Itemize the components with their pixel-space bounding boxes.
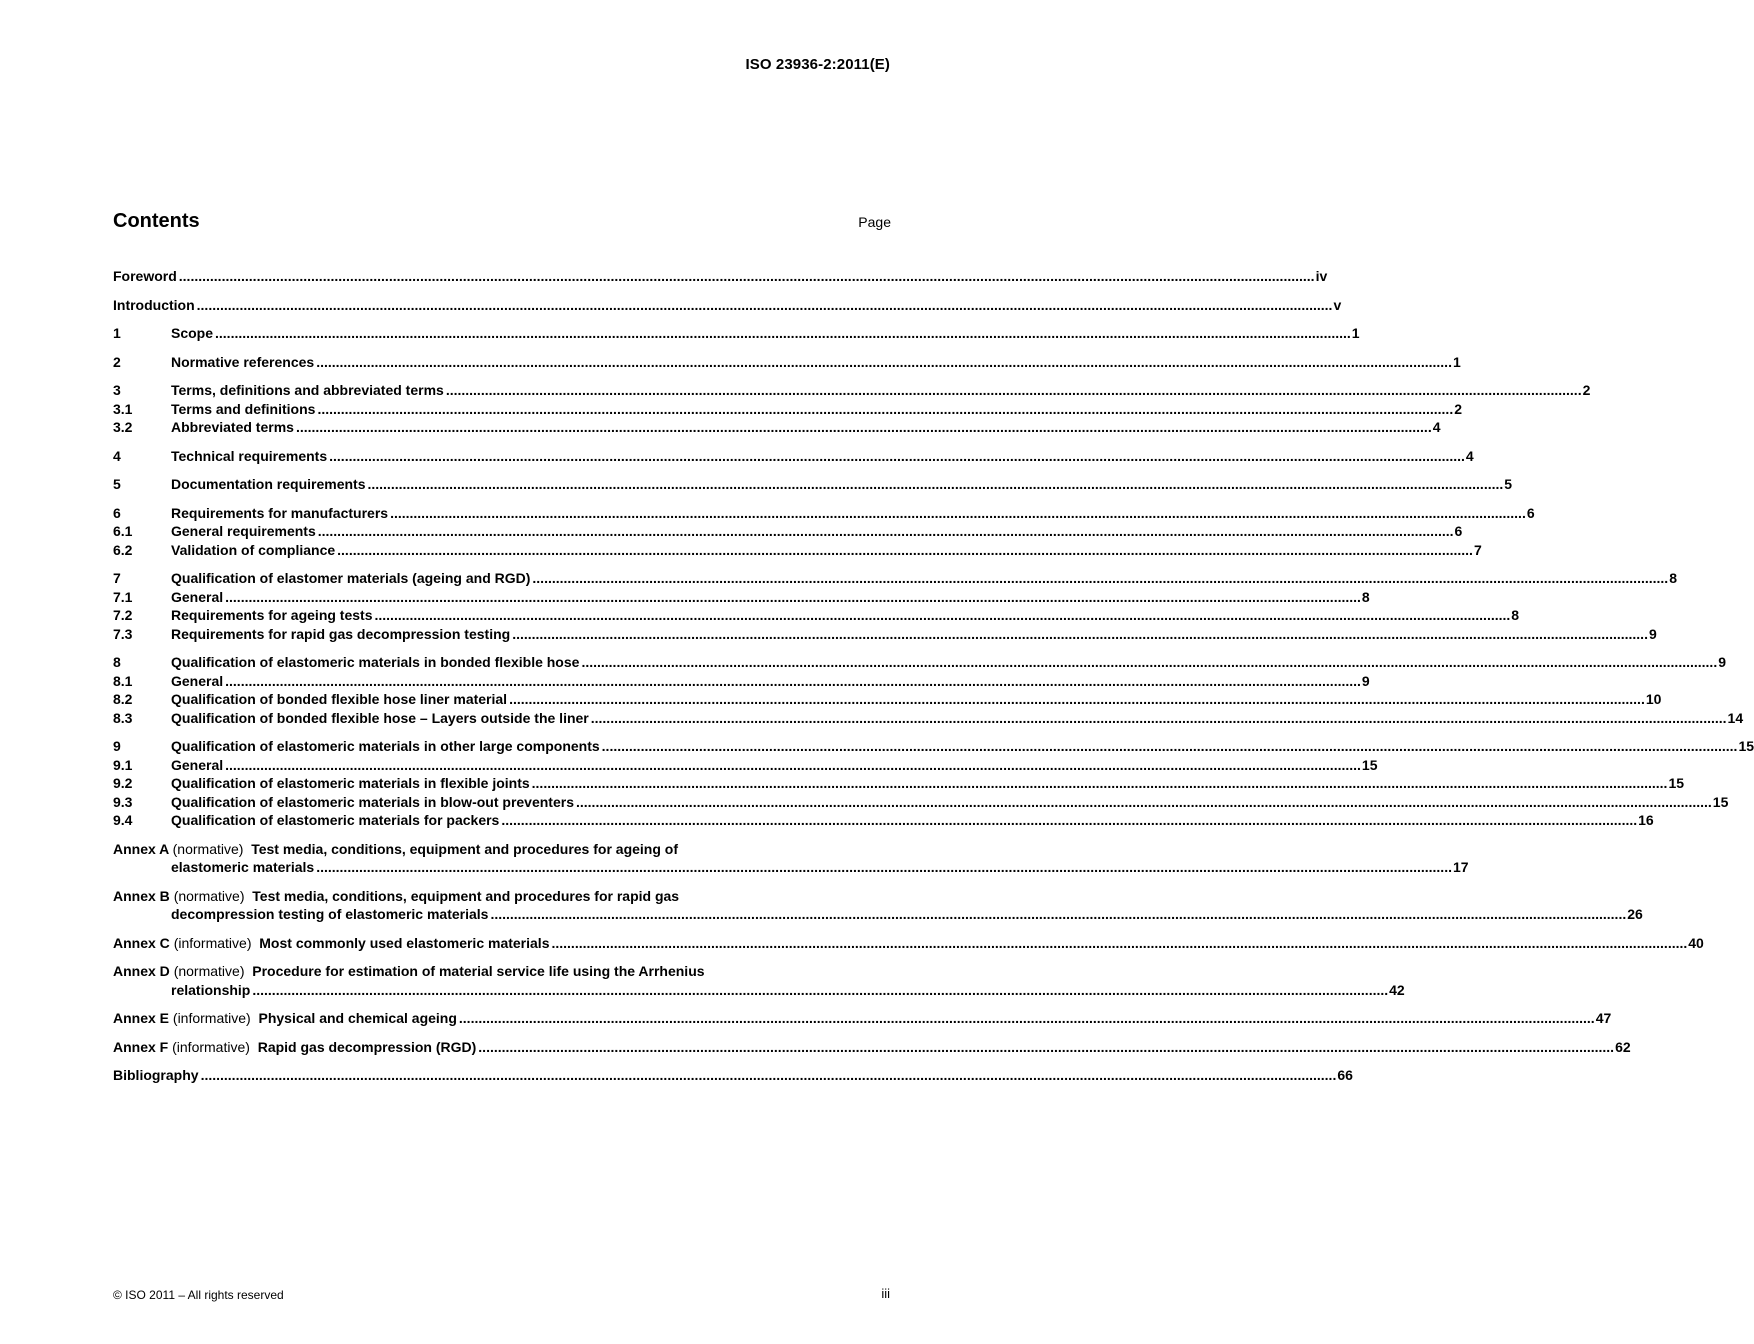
dot-leader	[501, 812, 1637, 828]
toc-entry-6-2[interactable]	[113, 541, 1482, 561]
dot-leader	[337, 542, 1473, 558]
dot-leader	[329, 448, 1465, 464]
toc-entry-page: iv	[1315, 268, 1328, 284]
toc-entry-page: 1	[1452, 353, 1461, 370]
toc-entry-title	[113, 935, 549, 951]
toc-entry-page: 15	[1738, 738, 1754, 754]
toc-entry-page: 26	[1627, 906, 1643, 922]
toc-entry-page: 5	[1504, 476, 1513, 492]
toc-entry-annex-d[interactable]	[113, 963, 1405, 1000]
annex-type: (informative)	[172, 1010, 251, 1026]
dot-leader	[225, 673, 1361, 689]
toc-entry-title: Bibliography	[113, 1067, 199, 1083]
toc-entry-title: Normative references	[171, 353, 315, 370]
toc-entry-title: Technical requirements	[171, 447, 328, 464]
toc-entry-title: Requirements for ageing tests	[171, 607, 373, 623]
dot-leader	[551, 935, 1687, 951]
toc-entry-introduction[interactable]	[113, 296, 1342, 316]
toc-group-4	[113, 447, 1474, 467]
toc-entry-page: 15	[1712, 793, 1729, 810]
annex-type: (normative)	[173, 887, 245, 904]
toc-entry-title: Introduction	[113, 296, 195, 313]
toc-entry-page: 6	[1526, 504, 1535, 521]
toc-group-annex-c	[113, 934, 1704, 954]
toc-entry-9[interactable]	[113, 738, 1754, 757]
table-of-contents	[113, 268, 1754, 1096]
toc-entry-number: 8.1	[113, 672, 133, 689]
toc-entry-number: 3.2	[113, 419, 133, 435]
toc-entry-number: 1	[113, 325, 121, 341]
annex-title-part1: Test media, conditions, equipment and procedures for rapid gas	[252, 887, 680, 904]
dot-leader	[252, 982, 1388, 998]
toc-entry-title: Terms and definitions	[171, 400, 316, 417]
toc-entry-page: 9	[1648, 625, 1657, 642]
toc-entry-title: Terms, definitions and abbreviated terms	[171, 382, 444, 398]
toc-entry-page: 40	[1688, 934, 1704, 951]
dot-leader	[490, 906, 1626, 922]
toc-entry-number: 4	[113, 447, 121, 464]
annex-label: Annex D	[113, 963, 170, 979]
toc-entry-6-1[interactable]	[113, 523, 1463, 542]
toc-entry-8-3[interactable]	[113, 709, 1744, 729]
toc-group-8	[113, 654, 1744, 728]
dot-leader	[581, 654, 1717, 670]
toc-entry-number: 9.4	[113, 812, 133, 828]
toc-entry-page: 4	[1465, 447, 1474, 464]
dot-leader	[446, 382, 1582, 398]
toc-entry-number: 7.2	[113, 607, 133, 623]
toc-entry-6[interactable]	[113, 504, 1535, 524]
toc-entry-page: 2	[1454, 400, 1463, 417]
toc-entry-number: 3	[113, 382, 121, 398]
dot-leader	[576, 794, 1712, 810]
toc-entry-page: 9	[1361, 672, 1370, 689]
toc-entry-number: 8.3	[113, 709, 133, 726]
annex-title: Rapid gas decompression (RGD)	[257, 1038, 477, 1055]
toc-entry-page: v	[1333, 296, 1342, 313]
contents-title: Contents	[113, 210, 200, 232]
annex-type: (normative)	[172, 840, 244, 857]
dot-leader	[512, 626, 1648, 642]
toc-entry-title	[113, 1010, 457, 1026]
page-column-label: Page	[858, 214, 891, 230]
annex-continuation-line	[113, 906, 1643, 925]
toc-entry-7-2[interactable]	[113, 607, 1520, 626]
toc-entry-9-2[interactable]	[113, 775, 1685, 794]
toc-entry-annex-f[interactable]	[113, 1038, 1631, 1058]
toc-entry-page: 8	[1511, 607, 1520, 623]
toc-entry-title: Requirements for manufacturers	[171, 504, 389, 521]
toc-entry-number: 7.3	[113, 625, 133, 642]
toc-entry-number: 7.1	[113, 588, 133, 605]
toc-entry-3-1[interactable]	[113, 400, 1463, 420]
toc-entry-1[interactable]	[113, 325, 1360, 344]
dot-leader	[367, 476, 1503, 492]
toc-entry-number: 6.2	[113, 541, 133, 558]
annex-title-part2: elastomeric materials	[171, 859, 315, 875]
dot-leader	[532, 775, 1668, 791]
toc-entry-page: 8	[1361, 588, 1370, 605]
toc-entry-8[interactable]	[113, 654, 1727, 673]
toc-entry-number: 3.1	[113, 400, 133, 417]
toc-entry-title: Qualification of elastomeric materials in flexible joints	[171, 775, 530, 791]
toc-group-1	[113, 325, 1360, 344]
toc-entry-annex-a[interactable]	[113, 840, 1469, 878]
toc-group-bibliography	[113, 1067, 1353, 1086]
dot-leader	[215, 325, 1351, 341]
toc-entry-page: 9	[1718, 654, 1727, 670]
annex-continuation-line	[113, 859, 1469, 878]
dot-leader	[375, 607, 1511, 623]
toc-group-3	[113, 382, 1591, 438]
toc-entry-number: 9.1	[113, 756, 133, 773]
toc-entry-3[interactable]	[113, 382, 1591, 401]
copyright-notice: © ISO 2011 – All rights reserved	[113, 1288, 284, 1302]
toc-entry-8-1[interactable]	[113, 672, 1370, 692]
dot-leader	[197, 297, 1333, 313]
toc-group-introduction	[113, 296, 1342, 316]
toc-entry-number: 6	[113, 504, 121, 521]
dot-leader	[225, 757, 1361, 773]
toc-entry-title: Qualification of elastomeric materials in other large components	[171, 738, 600, 754]
dot-leader	[201, 1067, 1337, 1083]
toc-entry-4[interactable]	[113, 447, 1474, 467]
toc-entry-8-2[interactable]	[113, 691, 1662, 710]
toc-entry-annex-c[interactable]	[113, 934, 1704, 954]
toc-entry-page: 2	[1582, 382, 1591, 398]
annex-label: Annex F	[113, 1038, 169, 1055]
toc-entry-2[interactable]	[113, 353, 1461, 373]
dot-leader	[316, 354, 1452, 370]
toc-entry-title: Qualification of bonded flexible hose – Layers outside the liner	[171, 709, 589, 726]
toc-entry-title: Qualification of elastomeric materials for packers	[171, 812, 500, 828]
annex-title-part1: Procedure for estimation of material service life using the Arrhenius	[252, 963, 705, 979]
toc-entry-9-1[interactable]	[113, 756, 1378, 776]
toc-group-2	[113, 353, 1461, 373]
toc-entry-7-3[interactable]	[113, 625, 1657, 645]
dot-leader	[317, 401, 1453, 417]
annex-label: Annex C	[113, 934, 170, 951]
toc-entry-title: Validation of compliance	[171, 541, 336, 558]
toc-entry-page: 10	[1645, 691, 1662, 707]
dot-leader	[591, 710, 1727, 726]
toc-group-foreword	[113, 268, 1328, 287]
toc-entry-page: 66	[1337, 1067, 1353, 1083]
toc-entry-9-4[interactable]	[113, 812, 1654, 831]
toc-entry-foreword[interactable]	[113, 268, 1328, 287]
toc-group-annex-f	[113, 1038, 1631, 1058]
toc-entry-title: Qualification of elastomer materials (ageing and RGD)	[171, 570, 531, 586]
toc-entry-page: 62	[1615, 1038, 1631, 1055]
toc-entry-page: 47	[1595, 1010, 1612, 1026]
page-number: iii	[881, 1286, 890, 1301]
dot-leader	[316, 859, 1452, 875]
dot-leader	[318, 523, 1454, 539]
annex-type: (informative)	[173, 934, 252, 951]
toc-entry-title: General requirements	[171, 523, 316, 539]
dot-leader	[509, 691, 1645, 707]
toc-entry-title: Documentation requirements	[171, 476, 366, 492]
toc-entry-page: 17	[1452, 859, 1469, 875]
annex-continuation-line	[113, 981, 1405, 1001]
dot-leader	[390, 505, 1526, 521]
toc-entry-3-2[interactable]	[113, 419, 1441, 438]
annex-title: Physical and chemical ageing	[258, 1010, 457, 1026]
toc-entry-number: 7	[113, 570, 121, 586]
dot-leader	[179, 268, 1315, 284]
toc-entry-7[interactable]	[113, 570, 1677, 589]
toc-group-9	[113, 738, 1754, 831]
toc-entry-page: 14	[1727, 709, 1744, 726]
toc-entry-page: 6	[1454, 523, 1463, 539]
toc-entry-9-3[interactable]	[113, 793, 1729, 813]
dot-leader	[225, 589, 1361, 605]
toc-group-7	[113, 570, 1677, 644]
annex-title-line	[113, 841, 891, 860]
annex-title-line	[113, 963, 891, 982]
toc-entry-5[interactable]	[113, 476, 1513, 495]
annex-type: (informative)	[172, 1038, 250, 1055]
annex-label: Annex A	[113, 840, 169, 857]
annex-type: (normative)	[173, 963, 245, 979]
toc-entry-page: 1	[1351, 325, 1360, 341]
toc-entry-title: General	[171, 588, 224, 605]
toc-entry-page: 15	[1668, 775, 1685, 791]
toc-entry-7-1[interactable]	[113, 588, 1370, 608]
dot-leader	[459, 1010, 1595, 1026]
dot-leader	[532, 570, 1668, 586]
toc-entry-number: 9.3	[113, 793, 133, 810]
annex-label: Annex E	[113, 1010, 170, 1026]
annex-label: Annex B	[113, 887, 170, 904]
toc-entry-title: General	[171, 672, 224, 689]
toc-group-6	[113, 504, 1535, 561]
toc-entry-page: 4	[1432, 419, 1441, 435]
toc-entry-title: Abbreviated terms	[171, 419, 294, 435]
toc-entry-page: 16	[1638, 812, 1654, 828]
document-id: ISO 23936-2:2011(E)	[745, 56, 890, 73]
toc-entry-page: 7	[1473, 541, 1482, 558]
toc-entry-number: 6.1	[113, 523, 133, 539]
toc-entry-number: 8.2	[113, 691, 133, 707]
toc-entry-annex-b[interactable]	[113, 887, 1643, 925]
toc-entry-title: Foreword	[113, 268, 177, 284]
dot-leader	[602, 738, 1738, 754]
dot-leader	[296, 419, 1432, 435]
annex-title-part1: Test media, conditions, equipment and procedures for ageing of	[251, 840, 679, 857]
toc-entry-number: 9	[113, 738, 121, 754]
toc-entry-page: 15	[1361, 756, 1378, 773]
toc-entry-title: Qualification of elastomeric materials in blow-out preventers	[171, 793, 574, 810]
toc-entry-number: 5	[113, 476, 121, 492]
toc-entry-title: Qualification of elastomeric materials in bonded flexible hose	[171, 654, 580, 670]
toc-entry-bibliography[interactable]	[113, 1067, 1353, 1086]
annex-title: Most commonly used elastomeric materials	[259, 934, 550, 951]
toc-entry-annex-e[interactable]	[113, 1010, 1612, 1029]
annex-title-line	[113, 888, 891, 907]
toc-entry-number: 2	[113, 353, 121, 370]
toc-entry-page: 8	[1669, 570, 1677, 586]
annex-title-part2: decompression testing of elastomeric materials	[171, 906, 489, 922]
toc-entry-title: Qualification of bonded flexible hose liner material	[171, 691, 508, 707]
toc-entry-title: Scope	[171, 325, 214, 341]
annex-title-part2: relationship	[171, 981, 251, 998]
toc-entry-title	[113, 1039, 476, 1055]
toc-entry-page: 42	[1389, 981, 1405, 998]
toc-entry-title: Requirements for rapid gas decompression testing	[171, 625, 511, 642]
contents-header	[113, 210, 891, 233]
dot-leader	[478, 1039, 1614, 1055]
toc-entry-title: General	[171, 756, 224, 773]
toc-group-5	[113, 476, 1513, 495]
toc-group-annex-e	[113, 1010, 1612, 1029]
toc-entry-number: 9.2	[113, 775, 133, 791]
toc-entry-number: 8	[113, 654, 121, 670]
